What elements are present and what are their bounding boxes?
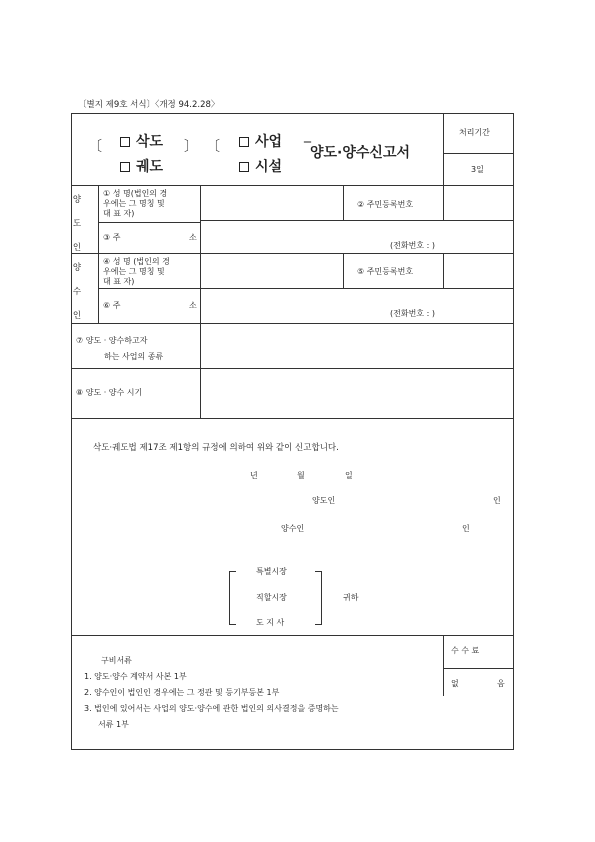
fee-label: 수 수 료 (451, 646, 480, 655)
option-cable[interactable] (120, 160, 163, 174)
addressee-direct-city: 직할시장 (256, 593, 287, 602)
document-item-3: 3. 법인에 있어서는 사업의 양도·양수에 관한 법인의 의사결정을 증명하는 (84, 704, 339, 713)
option-business[interactable] (239, 135, 282, 149)
transferee-sign-label: 양수인 (281, 524, 305, 533)
option-facility-label: 시설 (255, 159, 283, 175)
option-rail-label: 삭도 (136, 134, 164, 150)
documents-title: 구비서류 (101, 656, 132, 665)
transferor-id-label: ② 주민등록번호 (357, 200, 414, 209)
transfer-time-label: ⑧ 양도 · 양수 시기 (76, 388, 143, 397)
transferor-name-field[interactable] (201, 186, 342, 219)
transferee-name-label: ④ 성 명 (법인의 경 우에는 그 명칭 및 대 표 자) (103, 257, 170, 286)
bracket-close-right: _ (304, 127, 311, 143)
option-cable-label: 궤도 (136, 159, 164, 175)
transferee-id-label: ⑤ 주민등록번호 (357, 267, 414, 276)
transferor-seal: 인 (493, 496, 501, 505)
option-rail[interactable] (120, 135, 163, 149)
bracket-open-right: 〔 (206, 139, 220, 155)
transferee-address-label-end: 소 (189, 301, 197, 310)
transferee-phone: (전화번호 : ) (390, 309, 435, 318)
checkbox-rail[interactable] (120, 137, 130, 147)
transferor-address-label-end: 소 (189, 233, 197, 242)
checkbox-business[interactable] (239, 137, 249, 147)
option-facility[interactable] (239, 160, 282, 174)
transferor-address-field[interactable] (201, 221, 513, 241)
declaration-statement: 삭도·궤도법 제17조 제1항의 규정에 의하여 위와 같이 신고합니다. (93, 443, 339, 453)
fee-value-left: 없 (451, 679, 459, 688)
business-type-field[interactable] (201, 324, 513, 367)
document-item-2: 2. 양수인이 법인인 경우에는 그 정관 및 등기부등본 1부 (84, 688, 280, 697)
processing-value: 3일 (471, 165, 484, 174)
transferor-phone: (전화번호 : ) (390, 241, 435, 250)
transferee-id-field[interactable] (444, 254, 513, 287)
checkbox-cable[interactable] (120, 162, 130, 172)
option-business-label: 사업 (255, 134, 283, 150)
fee-value-right: 음 (497, 679, 505, 688)
transferor-sign-label: 양도인 (312, 496, 336, 505)
transfer-time-field[interactable] (201, 369, 513, 417)
transferee-group-label: 양 수 인 (72, 263, 82, 321)
business-type-label: ⑦ 양도 · 양수하고자 하는 사업의 종류 (76, 336, 164, 361)
addressee-honorific: 귀하 (343, 593, 359, 602)
document-item-1: 1. 양도·양수 계약서 사본 1부 (84, 672, 187, 681)
checkbox-facility[interactable] (239, 162, 249, 172)
addressee-special-city: 특별시장 (256, 567, 287, 576)
date-day: 일 (345, 471, 353, 480)
addressee-bracket-right (315, 571, 322, 625)
transferee-seal: 인 (462, 524, 470, 533)
transferor-group-label: 양 도 인 (72, 195, 82, 253)
form-title: 양도·양수신고서 (310, 145, 410, 161)
form-number: 〔별지 제9호 서식〕〈개정 94.2.28〉 (78, 100, 220, 110)
transferor-address-label: ③ 주 (103, 233, 121, 242)
date-month: 월 (297, 471, 305, 480)
transferor-name-label: ① 성 명(법인의 경 우에는 그 명칭 및 대 표 자) (103, 189, 168, 218)
addressee-governor: 도 지 사 (256, 618, 285, 627)
transferee-address-field[interactable] (201, 289, 513, 309)
processing-label: 처리기간 (459, 128, 490, 137)
transferee-name-field[interactable] (201, 254, 342, 287)
transferee-address-label: ⑥ 주 (103, 301, 121, 310)
bracket-close-left: 〕 (184, 139, 198, 155)
document-item-3-cont: 서류 1부 (98, 720, 129, 729)
date-year: 년 (250, 471, 258, 480)
addressee-bracket-left (229, 571, 236, 625)
transferor-id-field[interactable] (444, 186, 513, 219)
bracket-open-left: 〔 (88, 139, 102, 155)
